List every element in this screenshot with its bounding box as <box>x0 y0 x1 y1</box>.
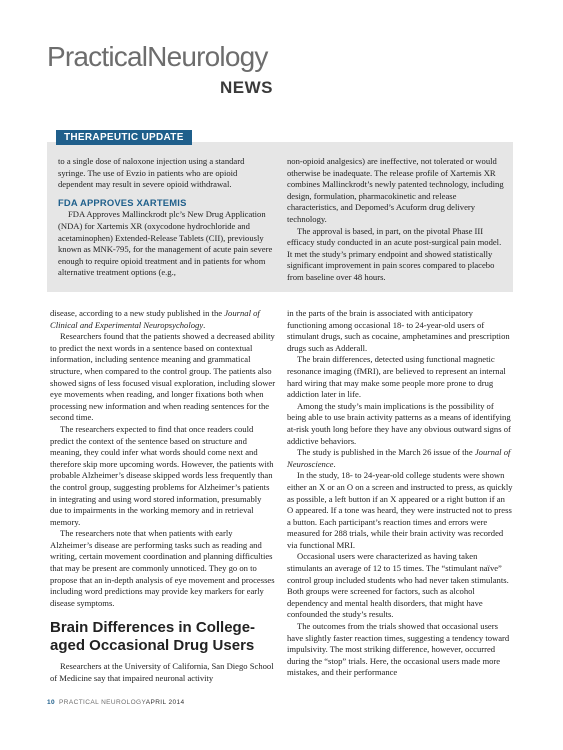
paragraph: disease, according to a new study published in the Journal of Clinical and Experimental Neuropsychology. <box>50 308 260 330</box>
brand-logo: PracticalNeurology <box>47 41 268 72</box>
paragraph: The researchers note that when patients with early Alzheimer’s disease are performing tasks such as reading and writing, certain movement coordination and planning difficulties that may be present are commonly unnoticed. They go on to propose that an in-depth analysis of eye movement and processes including word predictions may provide key markers for early disease symptoms. <box>50 528 275 608</box>
paragraph: Among the study’s main implications is the possibility of being able to use brain activity patterns as a means of identifying at-risk youth long before they have any obvious outward signs of addictive behaviors. <box>287 400 511 446</box>
page-number: 10 <box>47 699 56 706</box>
paragraph: to a single dose of naloxone injection using a standard syringe. The use of Evzio in patients who are opioid dependent may result in severe opioid withdrawal. <box>58 156 245 190</box>
masthead <box>47 43 268 71</box>
paragraph: The study is published in the March 26 issue of the Journal of Neuroscience. <box>287 447 511 469</box>
journal-name: Journal of Neuroscience <box>287 447 511 469</box>
paragraph: The brain differences, detected using functional magnetic resonance imaging (fMRI), are believed to represent an internal hard wiring that may make some people more prone to drug addiction later in life. <box>287 354 506 400</box>
paragraph: The researchers expected to find that once readers could predict the context of the sentence based on structure and meaning, they could infer what words should come next and therefore skip more upcoming words. However, the patients with probable Alzheimer’s disease skipped words less frequently than the control group, suggesting problems for Alzheimer’s patients in integrating and using word stored information, presumably due to impairments in the working memory and in retrieval memory. <box>50 423 274 527</box>
paragraph: The outcomes from the trials showed that occasional users have slightly faster reaction times, suggesting a tendency toward impulsivity. The most striking difference, however, occurred during the “stop” trials. Here, the occasional users made more mistakes, and their performance <box>287 621 510 678</box>
paragraph: Researchers found that the patients showed a decreased ability to predict the next words in a sentence based on contextual information, including sentence meaning and grammatical structure, when compared to the control group. The patients also showed signs of less focused visual exploration, including slower eye movements when reading, and longer fixations both when processing new information and when reading sentences for the second time. <box>50 331 276 423</box>
page-footer <box>47 699 185 706</box>
right-column <box>287 308 513 679</box>
section-title: NEWS <box>220 78 273 97</box>
paragraph: FDA Approves Mallinckrodt plc’s New Drug Application (NDA) for Xartemis XR (oxycodone hydrochloride and acetaminophen) Extended-Release Tablets (CII), previously known as MNK-795, for the management of acute pain severe enough to require opioid treatment and in patients for whom alternative treatment options (e.g., <box>58 209 273 278</box>
box-right-column <box>287 156 505 284</box>
box-label: THERAPEUTIC UPDATE <box>56 130 192 145</box>
box-left-column <box>58 156 273 279</box>
publication-name: PRACTICAL NEUROLOGY <box>59 699 146 706</box>
journal-name: Journal of Clinical and Experimental Neuropsychology <box>50 308 260 330</box>
paragraph: in the parts of the brain is associated with anticipatory functioning among occasional 18- to 24-year-old users of stimulant drugs, such as cocaine, amphetamines and prescription drugs such as Adderall. <box>287 308 510 353</box>
issue-date: APRIL 2014 <box>145 699 185 706</box>
subhead: FDA APPROVES XARTEMIS <box>58 196 187 208</box>
left-column <box>50 308 276 685</box>
article-headline: Brain Differences in College-aged Occasional Drug Users <box>50 619 256 655</box>
paragraph: In the study, 18- to 24-year-old college students were shown either an X or an O on a screen and instructed to press, as quickly as possible, a left button if an X appeared or a right button if an O appeared. If a tone was heard, they were instructed not to press a button. Each participant’s reaction times and errors were measured for 288 trials, while their brain activity was recorded via functional MRI. <box>287 470 513 550</box>
paragraph: Occasional users were characterized as having taken stimulants an average of 12 to 15 times. The “stimulant naïve” control group included students who had never taken stimulants. Both groups were screened for factors, such as alcohol dependency and mental health disorders, that might have confounded the study’s results. <box>287 551 509 620</box>
paragraph: Researchers at the University of California, San Diego School of Medicine say that impaired neuronal activity <box>50 661 274 684</box>
paragraph: non-opioid analgesics) are ineffective, not tolerated or would otherwise be inadequate. The release profile of Xartemis XR combines Mallinckrodt’s newly patented technology, including design, formulation, pharmacokinetic and release characteristics, and Depomed’s Acuform drug delivery technology. <box>287 156 504 224</box>
paragraph: The approval is based, in part, on the pivotal Phase III efficacy study conducted in an acute post-surgical pain model. It met the study’s primary endpoint and showed statistically significant improvement in pain scores compared to placebo from baseline over 48 hours. <box>287 225 502 282</box>
